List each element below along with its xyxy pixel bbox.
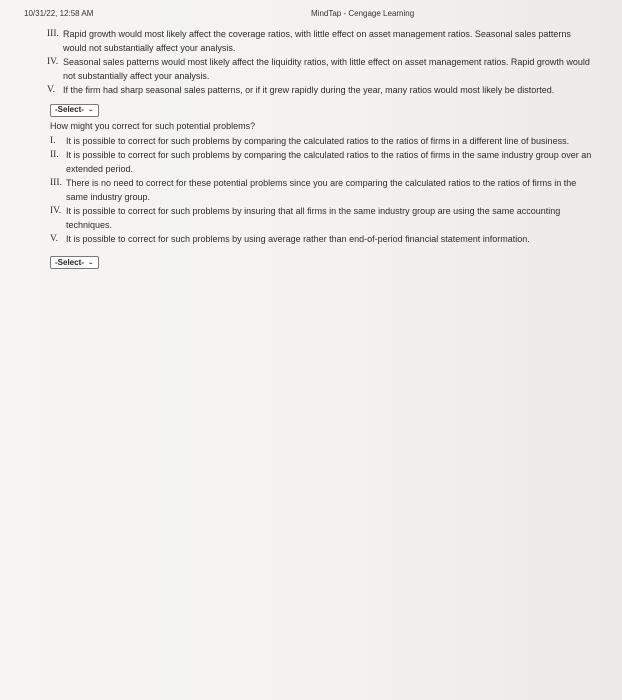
answer-select-2[interactable]: [50, 256, 99, 269]
item-number: V.: [50, 233, 59, 244]
list-item: [47, 55, 592, 83]
item-text: Rapid growth would most likely affect the coverage ratios, with little effect on asset management ratios. Seasonal sales patterns would not substantially affect your analysis.: [63, 29, 571, 53]
list-item: [50, 176, 592, 204]
item-text: It is possible to correct for such problems by using average rather than end-of-period financial statement information.: [66, 233, 530, 244]
answer-select-1[interactable]: [50, 104, 99, 117]
item-number: IV.: [47, 57, 59, 67]
print-header: [24, 9, 604, 21]
item-text: It is possible to correct for such problems by comparing the calculated ratios to the ratios of firms in the same industry group over an extended period.: [66, 149, 592, 174]
ratio-options-list: [47, 27, 592, 97]
item-number: II.: [50, 149, 59, 160]
item-number: IV.: [50, 205, 62, 216]
print-site-title: MindTap - Cengage Learning: [311, 9, 415, 18]
select-label: -Select-: [55, 105, 84, 114]
item-text: Seasonal sales patterns would most likely affect the liquidity ratios, with little effect on asset management ratios. Rapid growth would not substantially affect your analysis.: [63, 57, 590, 81]
item-text: It is possible to correct for such problems by comparing the calculated ratios to the ratios of firms in a different line of business.: [66, 135, 570, 146]
list-item: [47, 83, 592, 97]
select-label: -Select-: [55, 257, 84, 267]
fix-options-list: [47, 134, 592, 246]
question-content: [47, 27, 592, 269]
print-date: 10/31/22, 12:58 AM: [24, 9, 94, 18]
item-number: I.: [50, 135, 56, 146]
chevron-down-icon: ⌄: [87, 106, 94, 113]
list-item: [50, 204, 592, 232]
list-item: [47, 27, 592, 55]
list-item: [50, 148, 592, 176]
question-text: How might you correct for such potential problems?: [50, 120, 256, 131]
answer-select-wrapper-1: [50, 102, 592, 117]
item-text: There is no need to correct for these potential problems since you are comparing the calculated ratios to the ratios of firms in the same industry group.: [66, 177, 577, 202]
item-number: III.: [47, 29, 59, 39]
item-number: III.: [50, 177, 62, 188]
chevron-down-icon: ⌄: [87, 259, 94, 265]
item-text: It is possible to correct for such problems by insuring that all firms in the same industry group are using the same accounting techniques.: [66, 205, 561, 230]
item-text: If the firm had sharp seasonal sales patterns, or if it grew rapidly during the year, many ratios would most likely be distorted.: [63, 85, 555, 95]
list-item: [50, 134, 592, 148]
item-number: V.: [47, 85, 56, 95]
answer-select-wrapper-2: [50, 255, 592, 270]
list-item: [50, 232, 592, 246]
